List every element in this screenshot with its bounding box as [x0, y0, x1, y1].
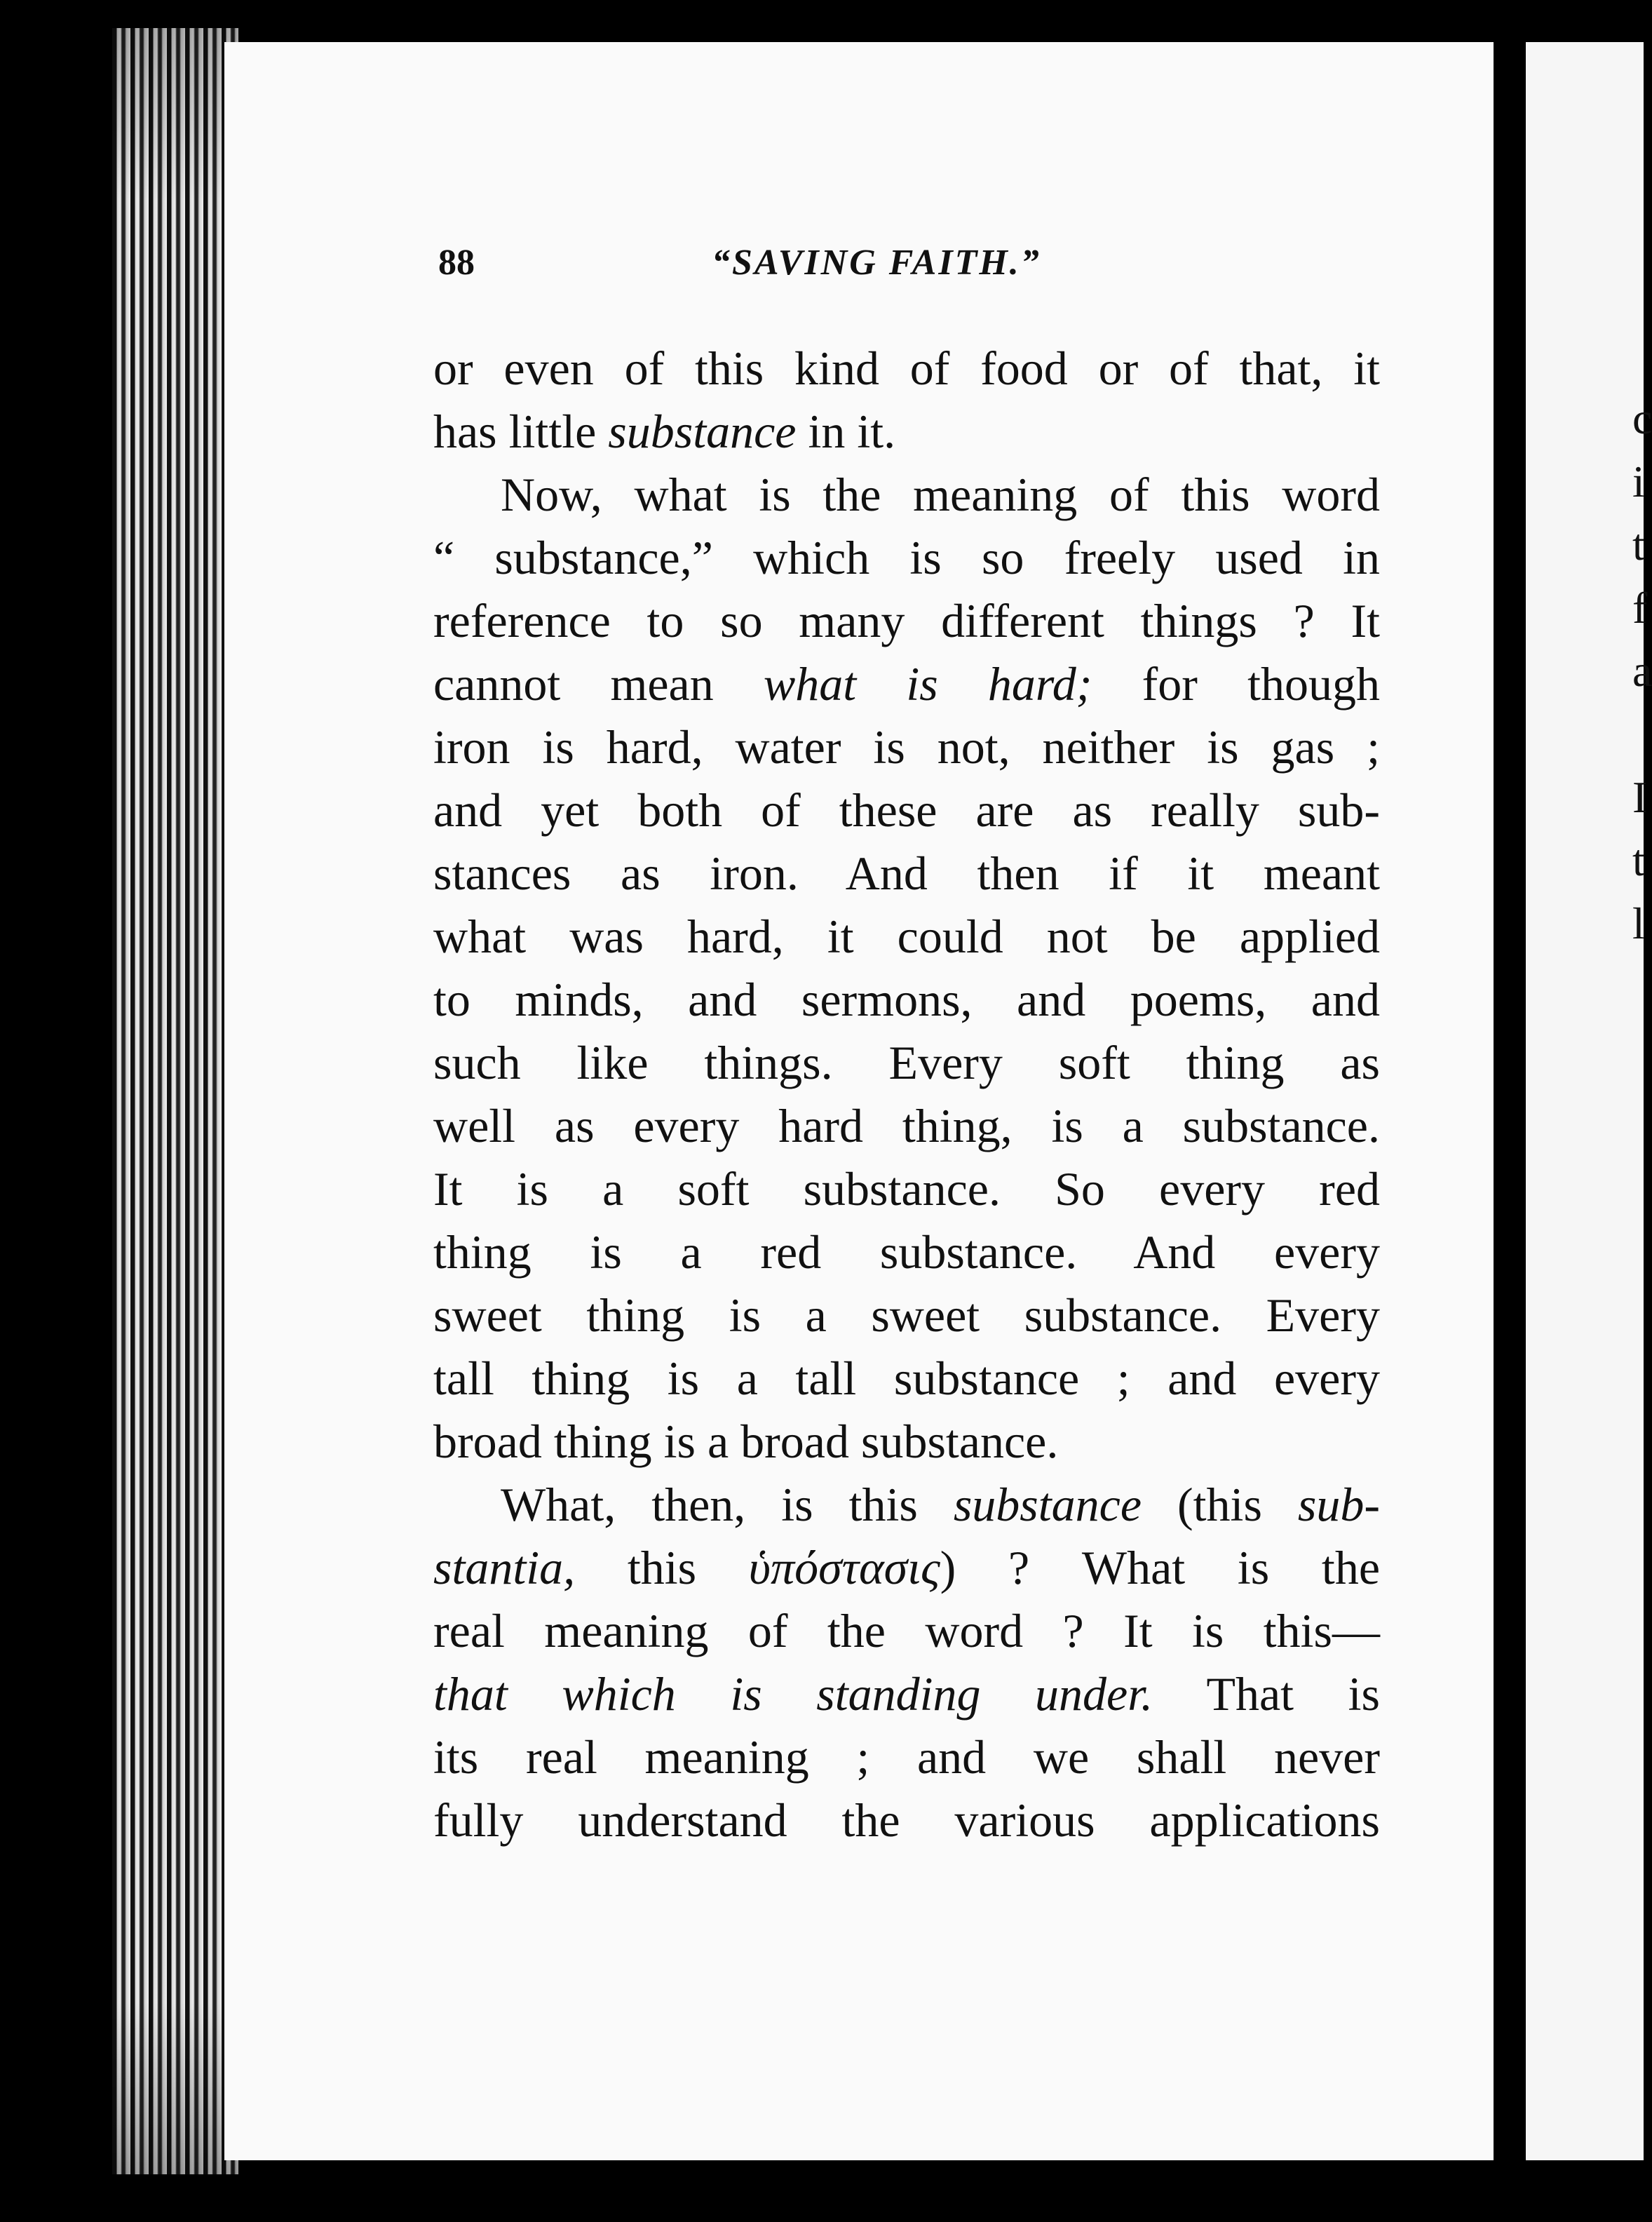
page-number: 88 — [438, 243, 475, 283]
text-line: reference to so many different things ? It — [433, 594, 1380, 647]
text-line: stantia, this ὑπόστασις) ? What is the — [433, 1541, 1380, 1594]
text-line: “ substance,” which is so freely used in — [433, 531, 1380, 584]
text-line: It is a soft substance. So every red — [433, 1162, 1380, 1216]
text-line: and yet both of these are as really sub- — [433, 783, 1380, 837]
text-line: to minds, and sermons, and poems, and — [433, 973, 1380, 1026]
text-line: stances as iron. And then if it meant — [433, 847, 1380, 900]
facing-fragment: I — [1632, 772, 1648, 822]
facing-fragment: l — [1632, 898, 1645, 948]
text-line: thing is a red substance. And every — [433, 1225, 1380, 1279]
body-text — [433, 337, 1380, 1852]
text-line: What, then, is this substance (this sub- — [501, 1478, 1380, 1531]
text-line: iron is hard, water is not, neither is gas ; — [433, 720, 1380, 774]
facing-fragment: c — [1632, 393, 1652, 443]
text-line: real meaning of the word ? It is this— — [433, 1604, 1380, 1657]
facing-fragment: i — [1632, 457, 1645, 506]
text-line: sweet thing is a sweet substance. Every — [433, 1288, 1380, 1342]
text-line: tall thing is a tall substance ; and every — [433, 1352, 1380, 1405]
page-edges — [112, 28, 238, 2174]
text-line: fully understand the various applications — [433, 1793, 1380, 1847]
text-line: cannot mean what is hard; for though — [433, 657, 1381, 711]
facing-fragment: t — [1632, 835, 1645, 885]
text-line: Now, what is the meaning of this word — [501, 468, 1380, 521]
facing-page — [1526, 42, 1652, 2160]
text-line: what was hard, it could not be applied — [433, 910, 1380, 963]
text-line: broad thing is a broad substance. — [433, 1415, 1059, 1468]
book-gutter — [1494, 28, 1526, 2188]
text-line: has little substance in it. — [433, 405, 896, 458]
text-line: such like things. Every soft thing as — [433, 1036, 1380, 1089]
text-line: that which is standing under. That is — [433, 1667, 1380, 1721]
facing-fragment: a — [1632, 646, 1652, 696]
text-line: its real meaning ; and we shall never — [433, 1730, 1380, 1784]
text-line: or even of this kind of food or of that, it — [433, 342, 1380, 395]
text-line: well as every hard thing, is a substance. — [433, 1099, 1380, 1152]
running-title: “SAVING FAITH.” — [712, 243, 1041, 283]
running-head — [438, 242, 1392, 298]
facing-fragment: t — [1632, 520, 1645, 570]
facing-fragment: f — [1632, 583, 1648, 633]
